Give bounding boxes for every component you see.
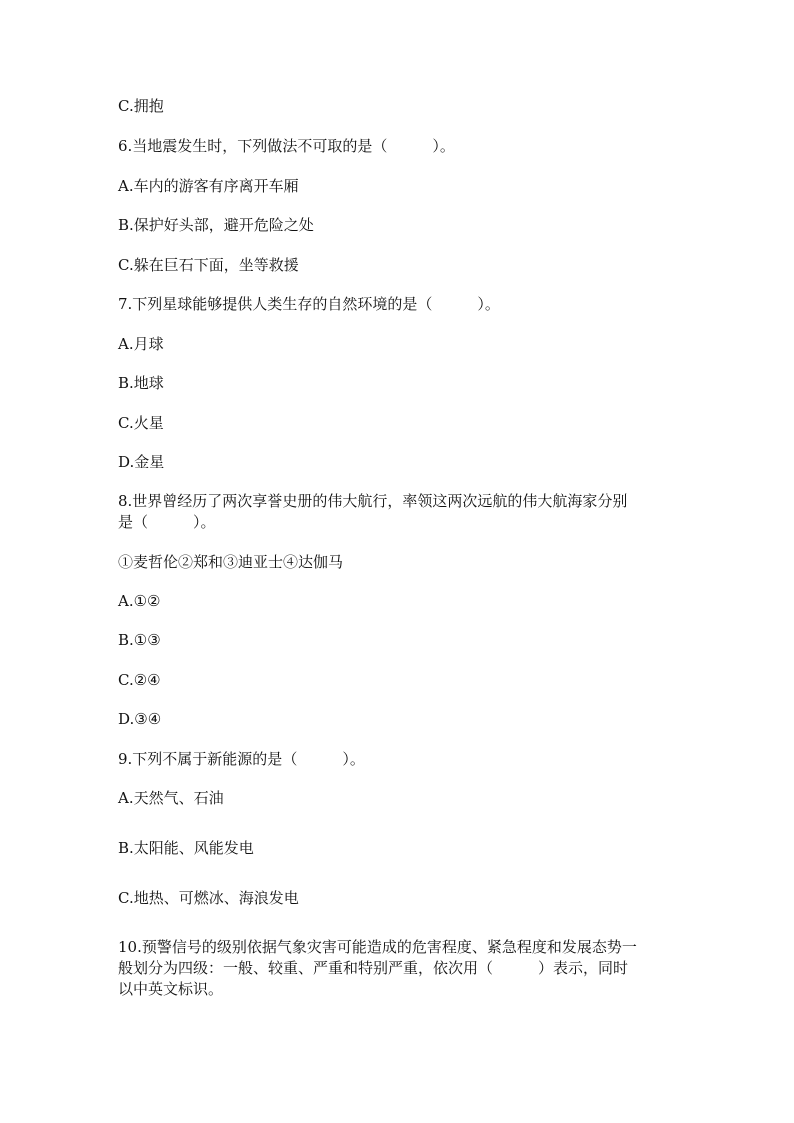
question-7-option-b: B.地球 — [118, 374, 164, 392]
question-9-option-b: B.太阳能、风能发电 — [118, 839, 254, 857]
question-9-option-c: C.地热、可燃冰、海浪发电 — [118, 889, 299, 907]
question-10-stem-line-3: 以中英文标识。 — [118, 980, 224, 998]
option-c-text: C.拥抱 — [118, 97, 164, 115]
question-10-stem-line-2: 般划分为四级：一般、较重、严重和特别严重，依次用（ ）表示，同时 — [118, 959, 629, 977]
question-6-option-b: B.保护好头部，避开危险之处 — [118, 216, 314, 234]
question-8-stem-line-2: 是（ ）。 — [118, 513, 216, 531]
question-8-statements: ①麦哲伦②郑和③迪亚士④达伽马 — [118, 553, 344, 571]
question-7-option-d: D.金星 — [118, 453, 165, 471]
question-6-option-c: C.躲在巨石下面，坐等救援 — [118, 256, 299, 274]
question-7-option-a: A.月球 — [118, 335, 164, 353]
question-7-stem: 7.下列星球能够提供人类生存的自然环境的是（ ）。 — [118, 295, 500, 313]
question-8-option-c: C.②④ — [118, 671, 161, 689]
question-8-option-d: D.③④ — [118, 710, 162, 728]
question-9-stem: 9.下列不属于新能源的是（ ）。 — [118, 750, 365, 768]
question-8-option-b: B.①③ — [118, 631, 161, 649]
question-9-option-a: A.天然气、石油 — [118, 789, 224, 807]
question-8-option-a: A.①② — [118, 592, 161, 610]
question-6-stem: 6.当地震发生时，下列做法不可取的是（ ）。 — [118, 137, 455, 155]
question-8-stem-line-1: 8.世界曾经历了两次享誉史册的伟大航行，率领这两次远航的伟大航海家分别 — [118, 492, 628, 510]
question-7-option-c: C.火星 — [118, 414, 164, 432]
question-6-option-a: A.车内的游客有序离开车厢 — [118, 177, 299, 195]
question-10-stem-line-1: 10.预警信号的级别依据气象灾害可能造成的危害程度、紧急程度和发展态势一 — [118, 938, 637, 956]
